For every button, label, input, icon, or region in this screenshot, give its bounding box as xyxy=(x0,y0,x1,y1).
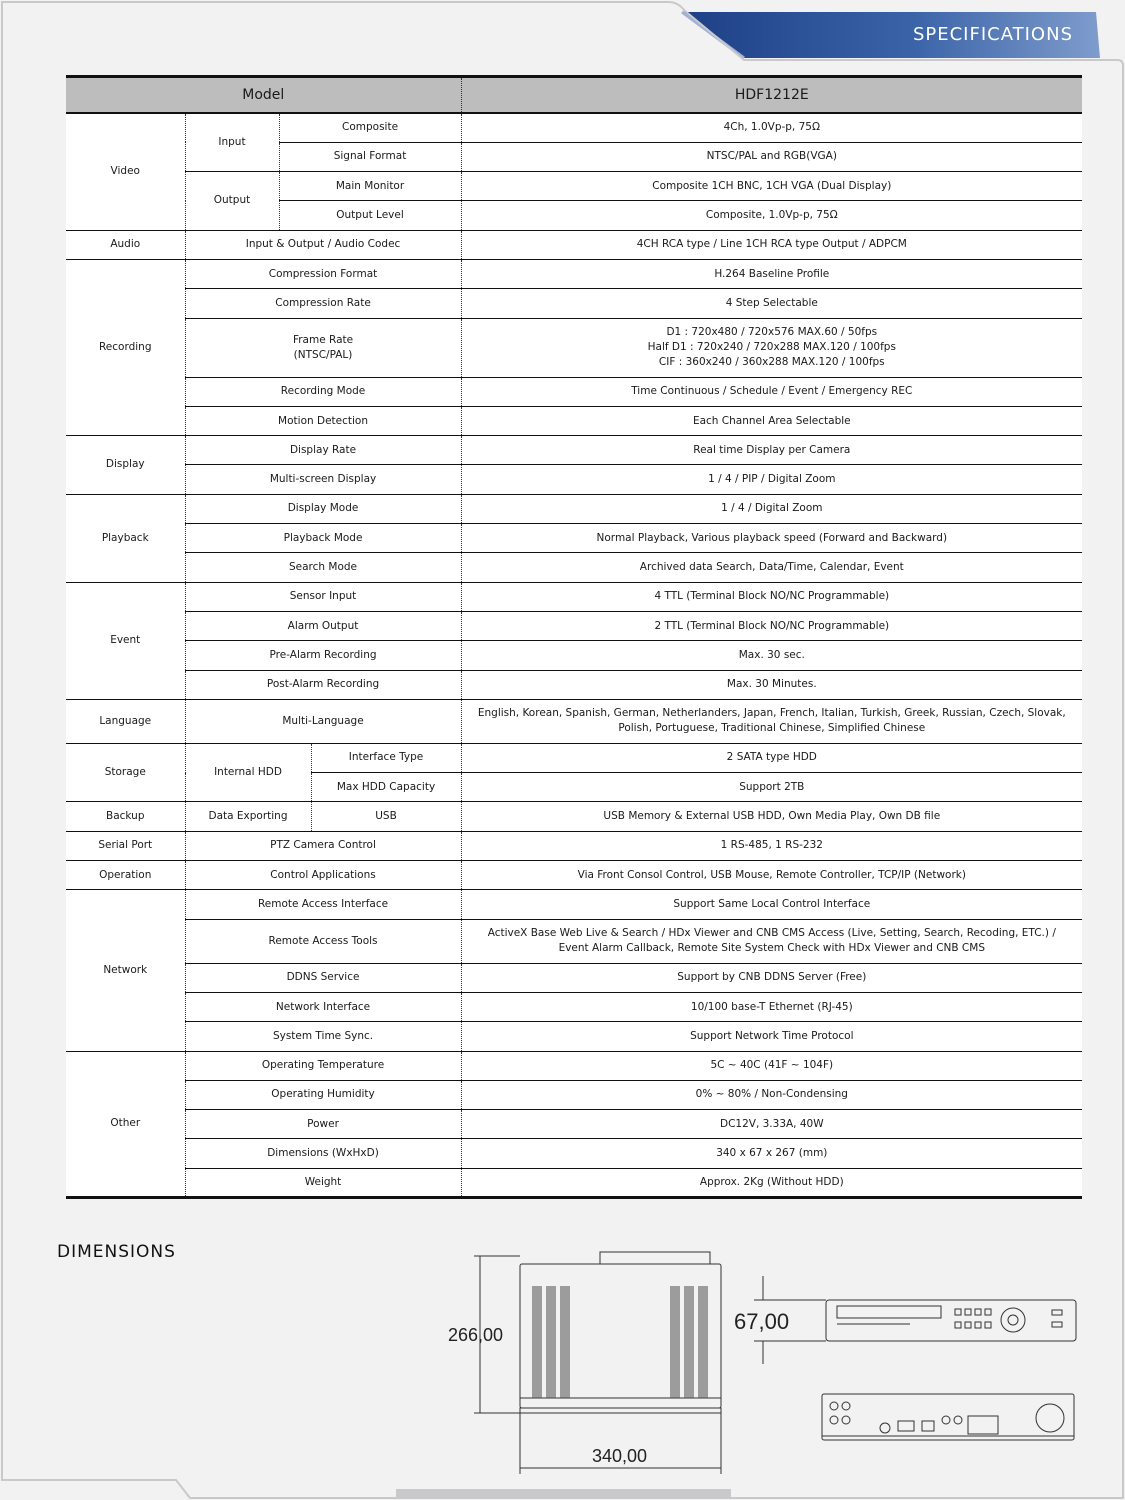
spec-value: USB Memory & External USB HDD, Own Media Play, Own DB file xyxy=(461,802,1082,831)
spec-value: NTSC/PAL and RGB(VGA) xyxy=(461,142,1082,171)
spec-item: Playback Mode xyxy=(185,524,461,553)
table-row xyxy=(66,172,1082,201)
spec-item: Multi-Language xyxy=(185,699,461,743)
table-row xyxy=(66,406,1082,435)
spec-item: Display Rate xyxy=(185,436,461,465)
table-row xyxy=(66,259,1082,288)
specifications-table xyxy=(66,75,1082,1199)
category-storage: Storage xyxy=(66,743,185,802)
category-video: Video xyxy=(66,113,185,230)
spec-item: Pre-Alarm Recording xyxy=(185,641,461,670)
spec-item: Input & Output / Audio Codec xyxy=(185,230,461,259)
spec-item: Remote Access Tools xyxy=(185,919,461,963)
spec-value: Composite 1CH BNC, 1CH VGA (Dual Display) xyxy=(461,172,1082,201)
table-header-row xyxy=(66,77,1082,114)
spec-item: Power xyxy=(185,1110,461,1139)
table-row xyxy=(66,113,1082,142)
table-row xyxy=(66,289,1082,318)
spec-value: Via Front Consol Control, USB Mouse, Remote Controller, TCP/IP (Network) xyxy=(461,861,1082,890)
spec-item: Interface Type xyxy=(311,743,461,772)
spec-value: 1 / 4 / Digital Zoom xyxy=(461,494,1082,523)
spec-value: Archived data Search, Data/Time, Calendar, Event xyxy=(461,553,1082,582)
spec-value: Support Same Local Control Interface xyxy=(461,890,1082,919)
spec-item: Sensor Input xyxy=(185,582,461,611)
category-display: Display xyxy=(66,436,185,495)
table-row xyxy=(66,436,1082,465)
spec-item: DDNS Service xyxy=(185,963,461,992)
dimensions-drawing xyxy=(440,1248,1090,1480)
spec-item: Frame Rate (NTSC/PAL) xyxy=(185,318,461,377)
spec-value: 0% ~ 80% / Non-Condensing xyxy=(461,1080,1082,1109)
spec-item: Display Mode xyxy=(185,494,461,523)
table-row xyxy=(66,641,1082,670)
table-row xyxy=(66,670,1082,699)
spec-item: Post-Alarm Recording xyxy=(185,670,461,699)
table-row xyxy=(66,553,1082,582)
spec-item: Remote Access Interface xyxy=(185,890,461,919)
dimensions-title: DIMENSIONS xyxy=(57,1242,176,1262)
spec-value: 2 TTL (Terminal Block NO/NC Programmable) xyxy=(461,611,1082,640)
category-operation: Operation xyxy=(66,861,185,890)
spec-item: Operating Temperature xyxy=(185,1051,461,1080)
spec-value: Max. 30 Minutes. xyxy=(461,670,1082,699)
width-label: 340,00 xyxy=(592,1446,648,1466)
category-language: Language xyxy=(66,699,185,743)
spec-item: Search Mode xyxy=(185,553,461,582)
spec-value: D1 : 720x480 / 720x576 MAX.60 / 50fps Half D1 : 720x240 / 720x288 MAX.120 / 100fps CIF : 360x240 / 360x288 MAX.120 / 100fps xyxy=(461,318,1082,377)
spec-value: 340 x 67 x 267 (mm) xyxy=(461,1139,1082,1168)
spec-value: 4CH RCA type / Line 1CH RCA type Output / ADPCM xyxy=(461,230,1082,259)
table-row xyxy=(66,1139,1082,1168)
category-serial-port: Serial Port xyxy=(66,831,185,860)
spec-value: ActiveX Base Web Live & Search / HDx Viewer and CNB CMS Access (Live, Setting, Search, Recoding, ETC.) / Event Alarm Callback, Remote Site System Check with HDx Viewer and CNB CMS xyxy=(461,919,1082,963)
depth-label: 266,00 xyxy=(448,1325,504,1345)
table-row xyxy=(66,1110,1082,1139)
spec-item: Compression Rate xyxy=(185,289,461,318)
spec-value: Time Continuous / Schedule / Event / Emergency REC xyxy=(461,377,1082,406)
spec-value: 4 TTL (Terminal Block NO/NC Programmable) xyxy=(461,582,1082,611)
video-output-group: Output xyxy=(185,172,279,231)
table-row xyxy=(66,743,1082,772)
table-row xyxy=(66,890,1082,919)
spec-value: Support Network Time Protocol xyxy=(461,1022,1082,1051)
spec-item: Alarm Output xyxy=(185,611,461,640)
spec-item: Multi-screen Display xyxy=(185,465,461,494)
spec-item: Operating Humidity xyxy=(185,1080,461,1109)
table-row xyxy=(66,524,1082,553)
spec-value: Support 2TB xyxy=(461,773,1082,802)
spec-value: Normal Playback, Various playback speed (Forward and Backward) xyxy=(461,524,1082,553)
spec-item: Motion Detection xyxy=(185,406,461,435)
spec-value: 4Ch, 1.0Vp-p, 75Ω xyxy=(461,113,1082,142)
height-label: 67,00 xyxy=(734,1309,790,1334)
table-row xyxy=(66,230,1082,259)
table-row xyxy=(66,992,1082,1021)
spec-value: 1 / 4 / PIP / Digital Zoom xyxy=(461,465,1082,494)
spec-item: Recording Mode xyxy=(185,377,461,406)
category-other: Other xyxy=(66,1051,185,1197)
table-row xyxy=(66,699,1082,743)
spec-item: Dimensions (WxHxD) xyxy=(185,1139,461,1168)
spec-item: Weight xyxy=(185,1168,461,1197)
spec-value: 5C ~ 40C (41F ~ 104F) xyxy=(461,1051,1082,1080)
spec-item: Main Monitor xyxy=(279,172,461,201)
table-row xyxy=(66,494,1082,523)
category-network: Network xyxy=(66,890,185,1051)
spec-item: Control Applications xyxy=(185,861,461,890)
spec-item: Output Level xyxy=(279,201,461,230)
spec-value: DC12V, 3.33A, 40W xyxy=(461,1110,1082,1139)
spec-item: USB xyxy=(311,802,461,831)
spec-value: 10/100 base-T Ethernet (RJ-45) xyxy=(461,992,1082,1021)
table-row xyxy=(66,831,1082,860)
category-backup: Backup xyxy=(66,802,185,831)
table-row xyxy=(66,861,1082,890)
table-row xyxy=(66,611,1082,640)
model-label: Model xyxy=(66,77,461,114)
table-row xyxy=(66,465,1082,494)
spec-item: Max HDD Capacity xyxy=(311,773,461,802)
spec-item: Composite xyxy=(279,113,461,142)
table-row xyxy=(66,963,1082,992)
spec-item: Compression Format xyxy=(185,259,461,288)
table-row xyxy=(66,582,1082,611)
spec-item: Network Interface xyxy=(185,992,461,1021)
category-audio: Audio xyxy=(66,230,185,259)
spec-value: Max. 30 sec. xyxy=(461,641,1082,670)
video-input-group: Input xyxy=(185,113,279,172)
table-row xyxy=(66,1168,1082,1197)
page-title: SPECIFICATIONS xyxy=(912,24,1073,45)
spec-item: PTZ Camera Control xyxy=(185,831,461,860)
table-row xyxy=(66,1080,1082,1109)
spec-value: Composite, 1.0Vp-p, 75Ω xyxy=(461,201,1082,230)
category-recording: Recording xyxy=(66,259,185,435)
spec-item: Signal Format xyxy=(279,142,461,171)
table-row xyxy=(66,377,1082,406)
spec-value: Support by CNB DDNS Server (Free) xyxy=(461,963,1082,992)
spec-value: Approx. 2Kg (Without HDD) xyxy=(461,1168,1082,1197)
spec-value: H.264 Baseline Profile xyxy=(461,259,1082,288)
spec-value: 4 Step Selectable xyxy=(461,289,1082,318)
table-row xyxy=(66,919,1082,963)
spec-value: 2 SATA type HDD xyxy=(461,743,1082,772)
model-value: HDF1212E xyxy=(461,77,1082,114)
category-playback: Playback xyxy=(66,494,185,582)
category-event: Event xyxy=(66,582,185,699)
table-row xyxy=(66,1051,1082,1080)
spec-item: System Time Sync. xyxy=(185,1022,461,1051)
spec-value: 1 RS-485, 1 RS-232 xyxy=(461,831,1082,860)
backup-group: Data Exporting xyxy=(185,802,311,831)
spec-value: Real time Display per Camera xyxy=(461,436,1082,465)
spec-value: English, Korean, Spanish, German, Netherlanders, Japan, French, Italian, Turkish, Greek, Russian, Czech, Slovak, Polish, Portuguese, Traditional Chinese, Simplified Chinese xyxy=(461,699,1082,743)
table-row xyxy=(66,318,1082,377)
spec-value: Each Channel Area Selectable xyxy=(461,406,1082,435)
storage-group: Internal HDD xyxy=(185,743,311,802)
table-row xyxy=(66,802,1082,831)
table-row xyxy=(66,1022,1082,1051)
